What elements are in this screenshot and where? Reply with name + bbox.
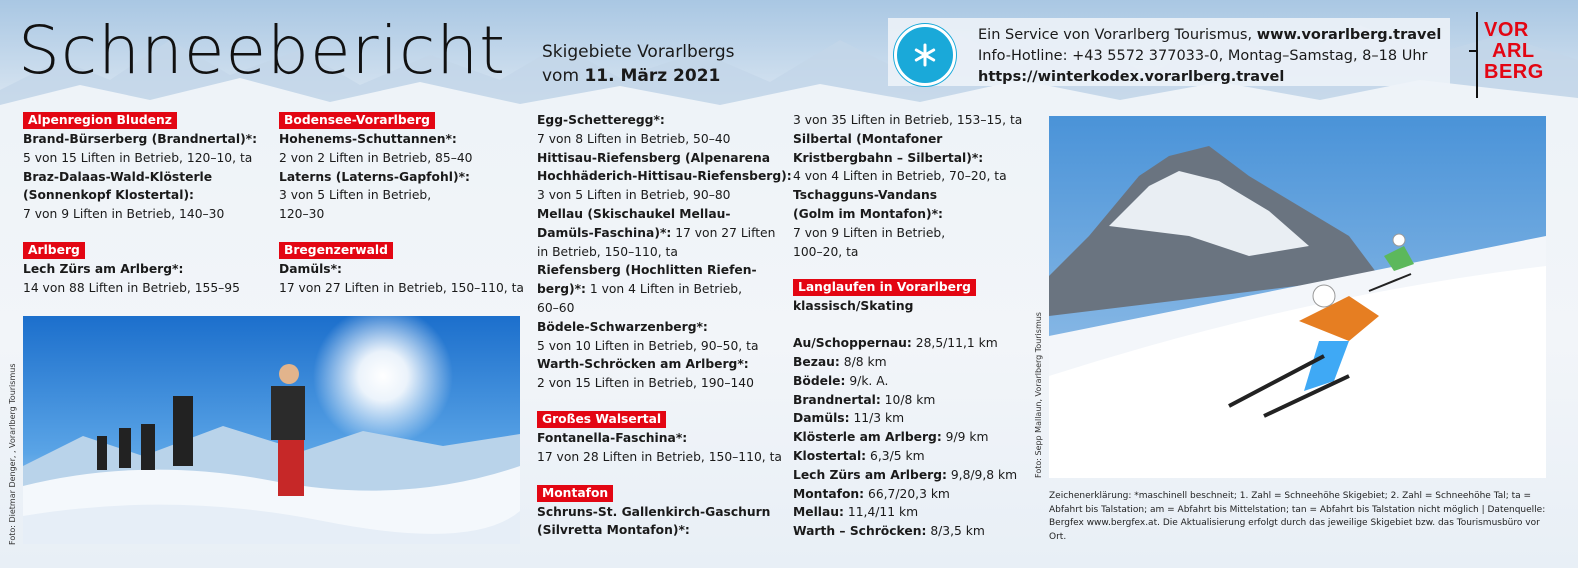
service-prefix: Ein Service von Vorarlberg Tourismus,: [978, 27, 1253, 43]
text-line: [537, 167, 792, 186]
skier-illustration: [1049, 116, 1546, 478]
resort-name: Lech Zürs am Arlberg:: [793, 467, 947, 482]
region-arlberg: Arlberg: [23, 242, 85, 259]
resort-name: Klostertal:: [793, 448, 867, 463]
resort-status: 2 von 2 Liften in Betrieb, 85–40: [279, 150, 473, 165]
logo-line-3: BERG: [1484, 61, 1544, 83]
subtitle-prefix: vom: [542, 66, 580, 86]
resort-status: 7 von 9 Liften in Betrieb,: [793, 225, 946, 240]
resort-name: Schruns-St. Gallenkirch-Gaschurn: [537, 504, 771, 519]
resort-name: Brandnertal:: [793, 392, 881, 407]
text-line: [793, 334, 1043, 353]
text-line: [793, 503, 1043, 522]
service-url-link[interactable]: www.vorarlberg.travel: [1256, 27, 1442, 43]
subtitle-date: 11. März 2021: [584, 66, 721, 86]
resort-name: Mellau:: [793, 505, 844, 520]
winterkodex-link[interactable]: https://winterkodex.vorarlberg.travel: [978, 69, 1285, 85]
text-line: [793, 372, 1043, 391]
text-line: [793, 167, 1043, 186]
resort-name: Brand-Bürserberg (Brandnertal)*:: [23, 132, 258, 146]
photo-credit-right: Foto: Sepp Mallaun, Vorarlberg Tourismus: [1034, 312, 1043, 478]
text-line: [793, 243, 1043, 262]
resort-status: 3 von 5 Liften in Betrieb,: [279, 188, 432, 203]
text-line: [793, 353, 1043, 372]
resort-name: Bezau:: [793, 354, 840, 369]
resort-status: 8/3,5 km: [926, 524, 985, 539]
resort-status: 3 von 5 Liften in Betrieb, 90–80: [537, 188, 731, 203]
resort-name: Fontanella-Faschina*:: [537, 430, 688, 445]
snowshoe-photo: [23, 316, 520, 544]
logo-line-1: VOR: [1484, 19, 1529, 41]
resort-name: Braz-Dalaas-Wald-Klösterle: [23, 169, 213, 184]
service-info: [978, 25, 1441, 88]
region-langlaufen: Langlaufen in Vorarlberg: [793, 279, 976, 296]
resort-name: Lech Zürs am Arlberg*:: [23, 261, 184, 276]
skier-photo: [1049, 116, 1546, 478]
resort-status: 11/3 km: [849, 411, 905, 426]
resort-name: berg)*:: [537, 282, 586, 297]
resort-status: 9/k. A.: [845, 373, 889, 388]
resort-name: Laterns (Laterns-Gapfohl)*:: [279, 169, 470, 184]
resort-name: Damüls*:: [279, 261, 342, 276]
resort-status: 9/9 km: [941, 430, 989, 445]
resort-status: 5 von 10 Liften in Betrieb, 90–50, ta: [537, 338, 759, 353]
text-line: [793, 186, 1043, 205]
langlauf-list: [793, 334, 1043, 541]
text-line: [793, 149, 1043, 168]
resort-name: Mellau (Skischaukel Mellau-: [537, 206, 731, 221]
text-line: [793, 447, 1043, 466]
text-line: [537, 299, 787, 318]
resort-status: 17 von 27 Liften: [671, 225, 776, 240]
resort-status: 1 von 4 Liften in Betrieb,: [585, 282, 743, 297]
resort-name: Au/Schoppernau:: [793, 336, 912, 351]
resort-status: 120–30: [279, 207, 325, 222]
resort-status: 7 von 8 Liften in Betrieb, 50–40: [537, 131, 731, 146]
text-line: [793, 224, 1043, 243]
col3-lines: [537, 111, 792, 393]
resort-name: Warth-Schröcken am Arlberg*:: [537, 357, 749, 372]
text-line: [793, 485, 1043, 504]
text-line: [793, 111, 1043, 130]
resort-status: 28,5/11,1 km: [911, 336, 998, 351]
resort-status: 17 von 27 Liften in Betrieb, 150–110, ta: [279, 280, 524, 295]
resort-status: 3 von 35 Liften in Betrieb, 153–15, ta: [793, 113, 1023, 127]
text-line: [793, 130, 1043, 149]
resort-status: 9,8/9,8 km: [946, 467, 1018, 482]
resort-name: Egg-Schetteregg*:: [537, 113, 665, 127]
text-line: [793, 409, 1043, 428]
resort-status: 4 von 4 Liften in Betrieb, 70–20, ta: [793, 169, 1007, 184]
resort-name: Bödele-Schwarzenberg*:: [537, 319, 708, 334]
text-line: [793, 466, 1043, 485]
resort-name: Tschagguns-Vandans: [793, 188, 938, 203]
resort-status: 2 von 15 Liften in Betrieb, 190–140: [537, 376, 754, 391]
page-title: Schneebericht: [18, 12, 507, 89]
column-2: [279, 111, 529, 298]
resort-status: 66,7/20,3 km: [864, 486, 950, 501]
resort-name: Hohenems-Schuttannen*:: [279, 132, 457, 146]
text-line: [537, 261, 787, 280]
col4-lines: [793, 111, 1043, 261]
text-line: [537, 130, 787, 149]
resort-status: 8/8 km: [839, 354, 887, 369]
text-line: [537, 186, 787, 205]
text-line: [537, 224, 787, 243]
column-3: [537, 111, 792, 540]
resort-name: (Silvretta Montafon)*:: [537, 523, 690, 538]
vorarlberg-logo: [1484, 20, 1544, 83]
text-line: [537, 355, 787, 374]
logo-line-2: ARL: [1492, 40, 1535, 62]
text-line: [537, 318, 787, 337]
resort-name: Damüls:: [793, 411, 850, 426]
resort-name: Klösterle am Arlberg:: [793, 430, 942, 445]
text-line: [537, 337, 787, 356]
text-line: [537, 111, 787, 130]
resort-status: 10/8 km: [880, 392, 936, 407]
resort-name: Warth – Schröcken:: [793, 524, 927, 539]
region-bodensee-vorarlberg: Bodensee-Vorarlberg: [279, 112, 435, 129]
langlauf-subtitle: klassisch/Skating: [793, 299, 914, 314]
column-1: [23, 111, 273, 298]
photo-credit-left: Foto: Dietmar Denger, , Vorarlberg Tourismus: [8, 363, 17, 545]
resort-status: 6,3/5 km: [866, 448, 925, 463]
resort-name: (Sonnenkopf Klostertal):: [23, 188, 194, 203]
resort-status: 100–20, ta: [793, 244, 859, 259]
text-line: [537, 149, 787, 168]
resort-name: Hochhäderich-Hittisau-Riefensberg):: [537, 169, 792, 184]
resort-name: Bödele:: [793, 373, 846, 388]
region-grosses-walsertal: Großes Walsertal: [537, 411, 666, 428]
subtitle-line2: [542, 64, 735, 88]
text-line: [793, 428, 1043, 447]
legend-note: Zeichenerklärung: *maschinell beschneit; 1. Zahl = Schneehöhe Skigebiet; 2. Zahl = Schneehöhe Tal; ta = Abfahrt bis Talstation; am = Abfahrt bis Mittelstation; tan = Abfahrt bis Talstation nicht möglich | Datenquelle: Bergfex www.bergfex.at. Die Aktualisierung erfolgt durch das jeweilige Skigebiet bzw. das Tourismusbüro vor Ort.: [1049, 491, 1546, 542]
subtitle: [542, 40, 735, 88]
winterkodex-badge-icon: [894, 24, 956, 86]
hotline: Info-Hotline: +43 5572 377033-0, Montag–Samstag, 8–18 Uhr: [978, 48, 1428, 64]
resort-status: 11,4/11 km: [843, 505, 919, 520]
resort-status: 7 von 9 Liften in Betrieb, 140–30: [23, 207, 225, 222]
logo-divider-tick: [1469, 50, 1477, 52]
region-alpenregion-bludenz: Alpenregion Bludenz: [23, 112, 177, 129]
resort-name: Silbertal (Montafoner: [793, 131, 943, 146]
snowshoe-illustration: [23, 316, 520, 544]
text-line: [537, 205, 787, 224]
resort-name: Damüls-Faschina)*:: [537, 225, 672, 240]
resort-name: Montafon:: [793, 486, 865, 501]
resort-name: (Golm im Montafon)*:: [793, 206, 943, 221]
snowflake-icon: [898, 28, 952, 82]
resort-name: Kristbergbahn – Silbertal)*:: [793, 150, 984, 165]
text-line: [793, 205, 1043, 224]
resort-name: Riefensberg (Hochlitten Riefen-: [537, 263, 757, 278]
text-line: [793, 391, 1043, 410]
resort-status: 17 von 28 Liften in Betrieb, 150–110, ta: [537, 449, 782, 464]
resort-status: in Betrieb, 150–110, ta: [537, 244, 678, 259]
resort-name: Hittisau-Riefensberg (Alpenarena: [537, 150, 771, 165]
region-bregenzerwald: Bregenzerwald: [279, 242, 393, 259]
text-line: [537, 243, 787, 262]
resort-status: 14 von 88 Liften in Betrieb, 155–95: [23, 280, 240, 295]
text-line: [537, 374, 787, 393]
resort-status: 60–60: [537, 300, 575, 315]
service-line: [978, 25, 1441, 46]
column-4: [793, 111, 1043, 541]
text-line: [537, 280, 787, 299]
subtitle-line1: Skigebiete Vorarlbergs: [542, 42, 735, 62]
logo-divider: [1476, 12, 1478, 98]
region-montafon: Montafon: [537, 485, 613, 502]
text-line: [793, 522, 1043, 541]
resort-status: 5 von 15 Liften in Betrieb, 120–10, ta: [23, 150, 253, 165]
